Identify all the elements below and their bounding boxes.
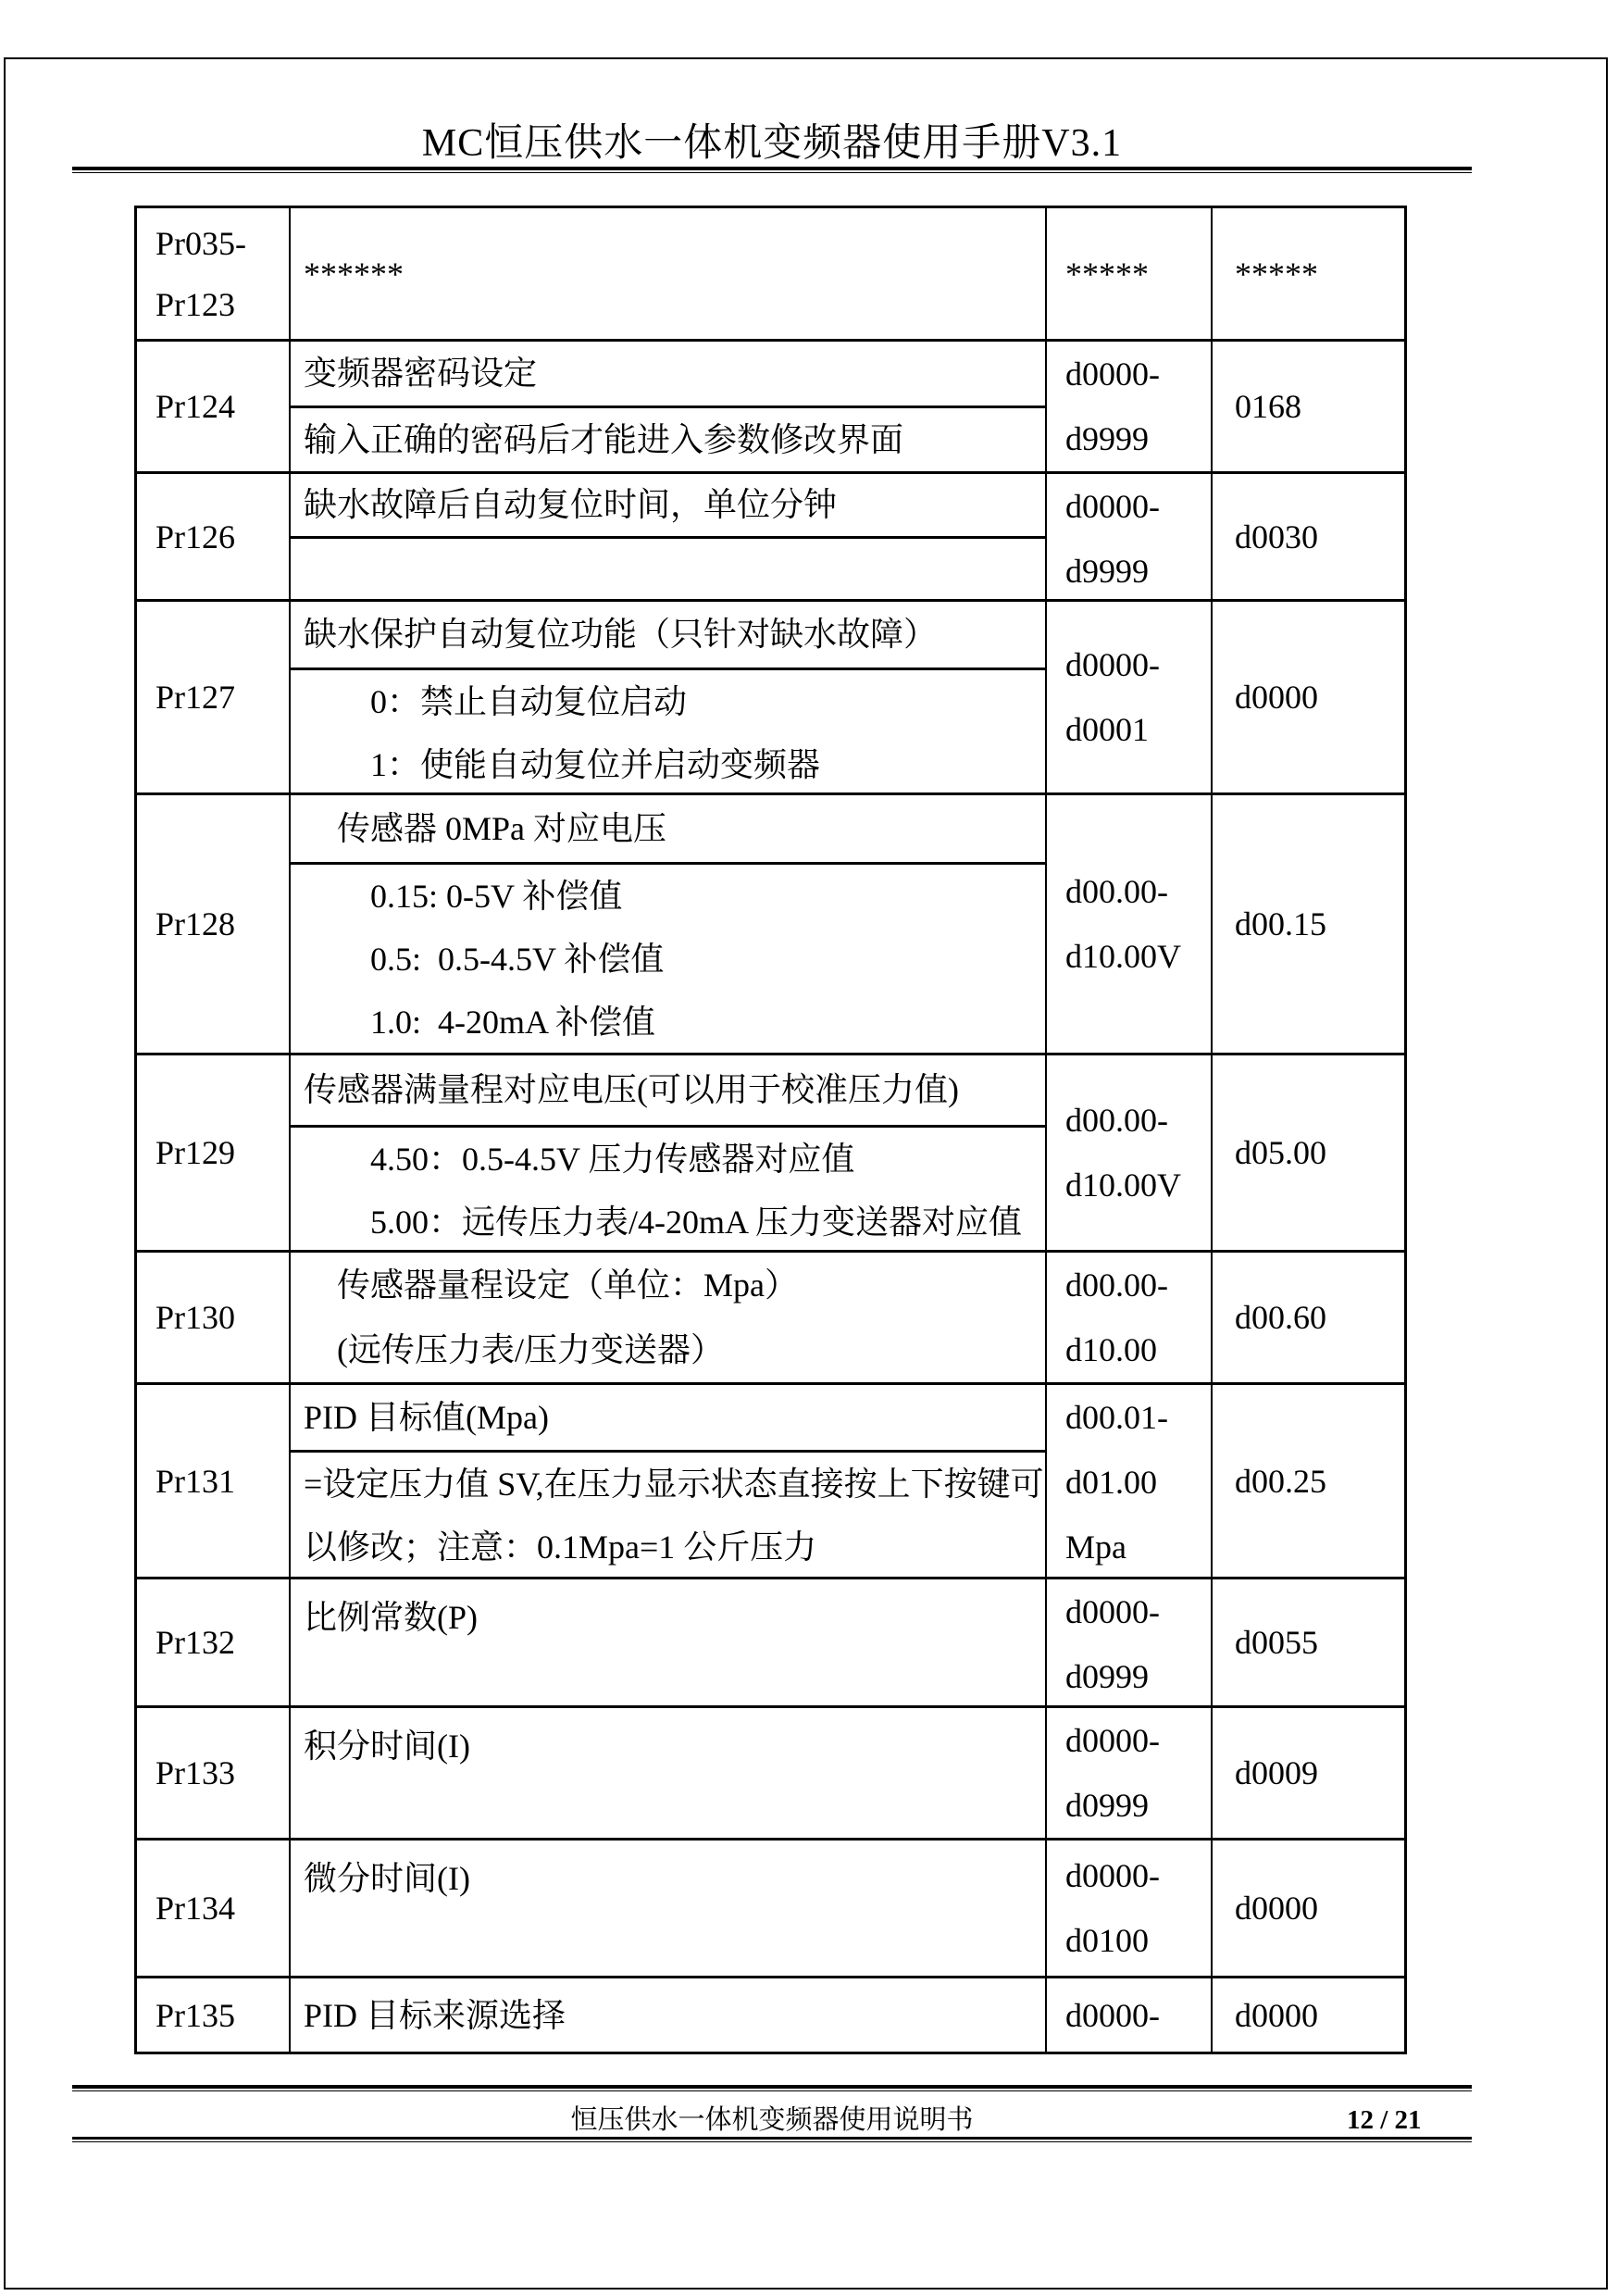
range-text: d0000- — [1065, 488, 1160, 525]
description-line: PID 目标来源选择 — [304, 1996, 566, 2034]
description-line: 1.0: 4-20mA 补偿值 — [304, 1004, 656, 1041]
description-heading: 缺水故障后自动复位时间，单位分钟 — [291, 474, 1045, 539]
default-cell — [1213, 1978, 1404, 2052]
range-text: d0100 — [1065, 1922, 1149, 1959]
range-text: d9999 — [1065, 420, 1149, 457]
description-line: =设定压力值 SV,在压力显示状态直接按上下按键可 — [304, 1466, 1044, 1503]
range-text: d00.00- — [1065, 1267, 1168, 1304]
range-text: d0000- — [1065, 1857, 1160, 1894]
param-cell — [137, 1708, 291, 1838]
description-cell — [291, 474, 1047, 599]
description-lines — [291, 1708, 1045, 1838]
range-cell — [1047, 474, 1213, 599]
description-lines — [291, 1253, 1045, 1382]
range-lines — [1047, 1841, 1211, 1976]
table-row — [137, 1841, 1404, 1978]
param-lines — [137, 1978, 289, 2052]
range-text: d00.01- — [1065, 1399, 1168, 1436]
description-cell — [291, 1385, 1047, 1577]
description-line: 比例常数(P) — [304, 1599, 478, 1636]
param-cell — [137, 342, 291, 471]
footer-bottom-rule — [72, 2137, 1472, 2142]
range-cell — [1047, 1978, 1213, 2052]
range-text: d0000- — [1065, 646, 1160, 683]
default-text: 0168 — [1235, 388, 1301, 425]
param-text: Pr127 — [156, 679, 236, 716]
range-text: d10.00V — [1065, 1167, 1181, 1204]
range-text: d0000- — [1065, 1593, 1160, 1630]
param-lines — [137, 342, 289, 471]
default-cell — [1213, 1253, 1404, 1382]
table-row — [137, 342, 1404, 474]
range-cell — [1047, 342, 1213, 471]
description-cell — [291, 1055, 1047, 1250]
range-lines — [1047, 1579, 1211, 1705]
description-details — [291, 865, 1045, 1053]
description-cell — [291, 208, 1047, 339]
param-text: Pr124 — [156, 388, 236, 425]
param-lines — [137, 1253, 289, 1382]
param-text: Pr132 — [156, 1624, 236, 1661]
default-lines — [1213, 474, 1404, 599]
description-heading: 缺水保护自动复位功能（只针对缺水故障） — [291, 602, 1045, 670]
parameter-table — [134, 206, 1407, 2054]
description-cell — [291, 342, 1047, 471]
param-lines — [137, 1841, 289, 1976]
description-cell — [291, 795, 1047, 1053]
description-cell — [291, 1978, 1047, 2052]
range-text: d0000- — [1065, 356, 1160, 393]
description-cell — [291, 1579, 1047, 1705]
header-rule — [72, 167, 1472, 173]
param-cell — [137, 1579, 291, 1705]
footer-doc-name: 恒压供水一体机变频器使用说明书 — [570, 2105, 974, 2135]
param-text: Pr035- — [156, 224, 246, 262]
range-cell — [1047, 1385, 1213, 1577]
default-text: d0009 — [1235, 1754, 1318, 1791]
range-cell — [1047, 1055, 1213, 1250]
default-lines — [1213, 342, 1404, 471]
default-cell — [1213, 1385, 1404, 1577]
description-line: 0：禁止自动复位启动 — [304, 683, 688, 720]
range-text: d00.00- — [1065, 873, 1168, 910]
default-cell — [1213, 208, 1404, 339]
description-line: 4.50：0.5-4.5V 压力传感器对应值 — [304, 1141, 855, 1178]
description-details — [291, 670, 1045, 792]
default-text: d00.25 — [1235, 1462, 1326, 1500]
param-lines — [137, 1579, 289, 1705]
description-line: (远传压力表/压力变送器） — [304, 1331, 724, 1368]
default-cell — [1213, 602, 1404, 792]
param-lines — [137, 602, 289, 792]
description-lines — [291, 1841, 1045, 1976]
param-text: Pr133 — [156, 1754, 236, 1791]
range-cell — [1047, 208, 1213, 339]
range-lines — [1047, 1708, 1211, 1838]
description-line: ****** — [304, 255, 404, 293]
description-line: 0.15: 0-5V 补偿值 — [304, 878, 623, 915]
default-cell — [1213, 474, 1404, 599]
param-lines — [137, 1708, 289, 1838]
range-text: d0001 — [1065, 711, 1149, 748]
description-line: 1：使能自动复位并启动变频器 — [304, 746, 821, 783]
description-line: 积分时间(I) — [304, 1728, 470, 1765]
range-text: d0999 — [1065, 1787, 1149, 1824]
description-cell — [291, 1253, 1047, 1382]
param-text: Pr123 — [156, 285, 236, 323]
default-lines — [1213, 208, 1404, 339]
range-text: d9999 — [1065, 553, 1149, 590]
param-text: Pr130 — [156, 1299, 236, 1336]
param-text: Pr128 — [156, 905, 236, 942]
default-cell — [1213, 1841, 1404, 1976]
default-text: d00.15 — [1235, 905, 1326, 942]
range-lines — [1047, 474, 1211, 599]
default-lines — [1213, 1055, 1404, 1250]
param-cell — [137, 1253, 291, 1382]
param-lines — [137, 208, 289, 339]
param-cell — [137, 602, 291, 792]
description-lines — [291, 1978, 1045, 2052]
description-details — [291, 1453, 1045, 1577]
range-cell — [1047, 1841, 1213, 1976]
default-lines — [1213, 1978, 1404, 2052]
default-lines — [1213, 1385, 1404, 1577]
param-cell — [137, 795, 291, 1053]
range-cell — [1047, 1579, 1213, 1705]
default-lines — [1213, 1841, 1404, 1976]
range-text: d10.00V — [1065, 938, 1181, 975]
range-lines — [1047, 602, 1211, 792]
default-text: d0030 — [1235, 518, 1318, 555]
table-row — [137, 1708, 1404, 1841]
param-cell — [137, 1978, 291, 2052]
description-details — [291, 1128, 1045, 1250]
param-text: Pr134 — [156, 1890, 236, 1927]
description-line: 0.5: 0.5-4.5V 补偿值 — [304, 941, 665, 978]
description-cell — [291, 602, 1047, 792]
param-cell — [137, 1385, 291, 1577]
param-text: Pr129 — [156, 1134, 236, 1171]
range-text: d01.00 — [1065, 1464, 1157, 1501]
description-line: 5.00：远传压力表/4-20mA 压力变送器对应值 — [304, 1204, 1023, 1241]
description-line: 以修改；注意：0.1Mpa=1 公斤压力 — [304, 1529, 817, 1566]
default-cell — [1213, 1579, 1404, 1705]
default-cell — [1213, 1708, 1404, 1838]
param-lines — [137, 474, 289, 599]
default-lines — [1213, 795, 1404, 1053]
default-text: d0000 — [1235, 679, 1318, 716]
range-text: d0000- — [1065, 1722, 1160, 1759]
description-heading: 传感器满量程对应电压(可以用于校准压力值) — [291, 1055, 1045, 1128]
default-lines — [1213, 1253, 1404, 1382]
range-lines — [1047, 208, 1211, 339]
description-heading: PID 目标值(Mpa) — [291, 1385, 1045, 1453]
param-text: Pr135 — [156, 1996, 236, 2034]
range-cell — [1047, 1708, 1213, 1838]
table-row — [137, 1579, 1404, 1708]
description-details — [291, 539, 1045, 599]
default-text: d05.00 — [1235, 1134, 1326, 1171]
default-cell — [1213, 1055, 1404, 1250]
range-lines — [1047, 342, 1211, 471]
range-text: Mpa — [1065, 1529, 1126, 1566]
param-text: Pr126 — [156, 518, 236, 555]
range-lines — [1047, 795, 1211, 1053]
range-lines — [1047, 1385, 1211, 1577]
description-heading: 传感器 0MPa 对应电压 — [291, 795, 1045, 865]
default-text: d0000 — [1235, 1996, 1318, 2034]
description-line: 传感器量程设定（单位：Mpa） — [304, 1267, 798, 1304]
param-cell — [137, 1841, 291, 1976]
description-cell — [291, 1841, 1047, 1976]
range-text: ***** — [1065, 255, 1149, 293]
range-text: d0000- — [1065, 1996, 1160, 2034]
param-cell — [137, 1055, 291, 1250]
table-row — [137, 208, 1404, 342]
description-cell — [291, 1708, 1047, 1838]
description-lines — [291, 208, 1045, 339]
default-lines — [1213, 1708, 1404, 1838]
table-row — [137, 474, 1404, 602]
description-line: 微分时间(I) — [304, 1860, 470, 1897]
table-row — [137, 1253, 1404, 1385]
default-cell — [1213, 342, 1404, 471]
param-lines — [137, 1055, 289, 1250]
range-text: d0999 — [1065, 1658, 1149, 1695]
table-row — [137, 1385, 1404, 1579]
range-lines — [1047, 1978, 1211, 2052]
range-lines — [1047, 1055, 1211, 1250]
range-cell — [1047, 1253, 1213, 1382]
description-details — [291, 408, 1045, 471]
param-cell — [137, 208, 291, 339]
table-row — [137, 1055, 1404, 1253]
default-text: d0055 — [1235, 1624, 1318, 1661]
range-text: d10.00 — [1065, 1331, 1157, 1368]
default-text: d0000 — [1235, 1890, 1318, 1927]
range-text: d00.00- — [1065, 1102, 1168, 1139]
table-row — [137, 795, 1404, 1055]
page-number: 12 / 21 — [1347, 2105, 1422, 2135]
description-line: 输入正确的密码后才能进入参数修改界面 — [304, 421, 904, 458]
page-title: MC恒压供水一体机变频器使用手册V3.1 — [421, 122, 1123, 165]
description-heading: 变频器密码设定 — [291, 342, 1045, 408]
param-lines — [137, 1385, 289, 1577]
param-lines — [137, 795, 289, 1053]
default-text: ***** — [1235, 255, 1318, 293]
description-lines — [291, 1579, 1045, 1705]
footer-top-rule — [72, 2085, 1472, 2091]
default-text: d00.60 — [1235, 1299, 1326, 1336]
default-lines — [1213, 1579, 1404, 1705]
range-cell — [1047, 602, 1213, 792]
range-lines — [1047, 1253, 1211, 1382]
table-row — [137, 1978, 1404, 2052]
param-cell — [137, 474, 291, 599]
default-cell — [1213, 795, 1404, 1053]
range-cell — [1047, 795, 1213, 1053]
default-lines — [1213, 602, 1404, 792]
table-row — [137, 602, 1404, 795]
param-text: Pr131 — [156, 1462, 236, 1500]
